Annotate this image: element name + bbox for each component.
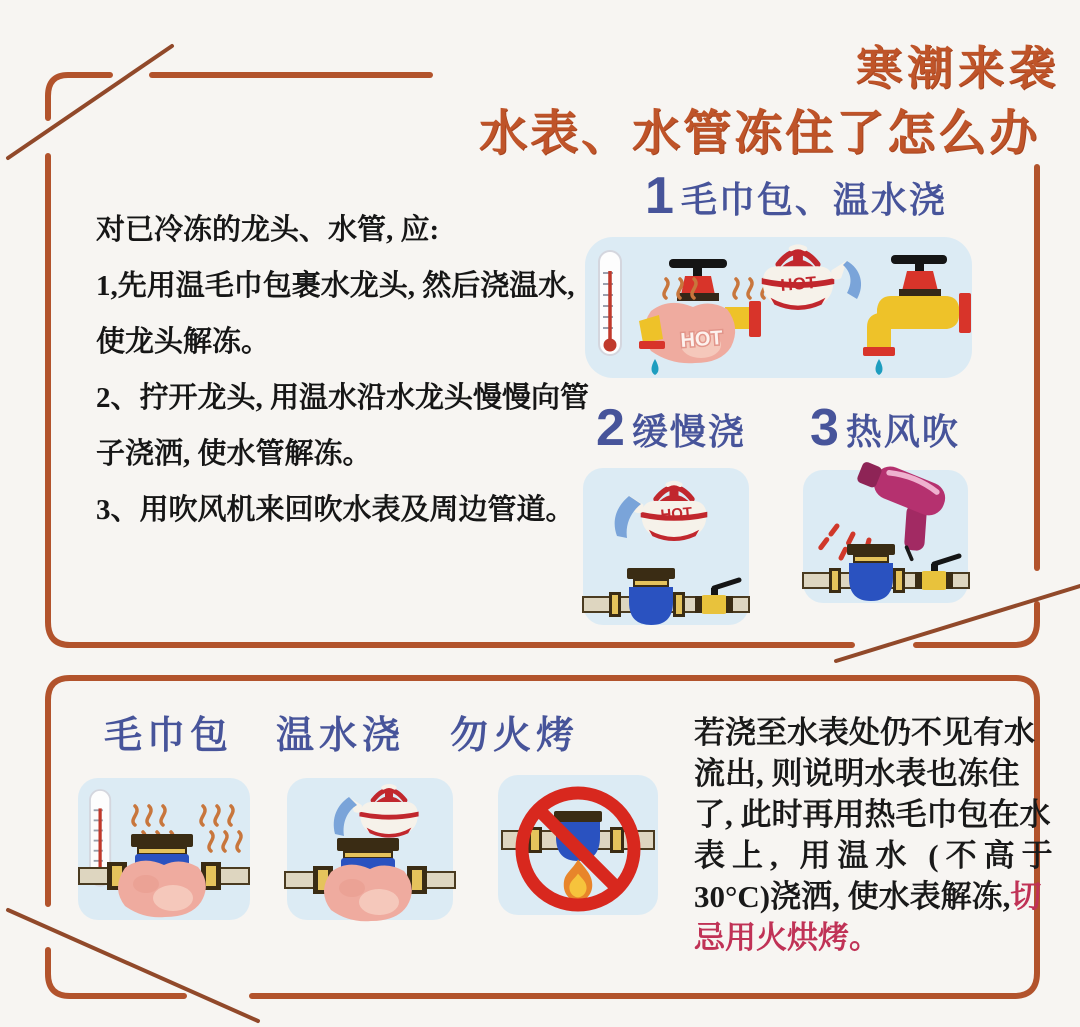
pouring-water-icon (615, 496, 641, 538)
bottom-illustration-towel (78, 778, 250, 920)
step-2-illustration (583, 468, 749, 625)
steam-icon (734, 279, 766, 298)
intro-text (96, 202, 596, 538)
bottom-illustration-warm-water (287, 778, 453, 920)
step-3-number: 3 (810, 399, 839, 457)
step-1-number: 1 (645, 167, 674, 225)
kettle-icon (349, 786, 419, 838)
steam-icon (209, 832, 241, 851)
kettle-hot-label: HOT (779, 272, 818, 295)
bottom-label-warm-water: 温水浇 (276, 715, 406, 757)
main-title: 寒潮来袭 (856, 42, 1060, 94)
water-meter-pipe-icon (583, 568, 749, 625)
note-line: 若浇至水表处仍不见有水 (694, 715, 1035, 750)
intro-line: 1,先用温毛巾包裹水龙头, 然后浇温水, (96, 270, 575, 302)
bottom-illustration-no-fire (498, 775, 658, 915)
intro-line: 子浇洒, 使水管解冻。 (96, 438, 372, 470)
note-line: 流出, 则说明水表也冻住 (694, 756, 1020, 791)
note-black-part: 30°C)浇洒, 使水表解冻, (694, 879, 1011, 914)
note-red-part: 切 (1010, 879, 1042, 914)
intro-line: 3、用吹风机来回吹水表及周边管道。 (96, 494, 575, 526)
towel-wrapped-meter-icon (285, 838, 455, 921)
step-3-heading (810, 399, 960, 457)
intro-heading: 对已冷冻的龙头、水管, 应: (96, 214, 440, 246)
step-3-label: 热风吹 (845, 411, 960, 453)
subtitle: 水表、水管冻住了怎么办 (478, 107, 1040, 160)
intro-line: 使龙头解冻。 (96, 326, 271, 358)
step-3-illustration (803, 470, 968, 603)
step-2-heading (596, 399, 746, 457)
bottom-label-towel: 毛巾包 (104, 715, 234, 757)
bottom-label-no-fire: 勿火烤 (450, 715, 580, 757)
step-1-illustration (585, 237, 972, 378)
step-1-label: 毛巾包、温水浇 (680, 179, 947, 221)
steam-icon (133, 806, 165, 825)
note-line: 表上, 用温水 (不高于 (694, 838, 1060, 873)
steam-icon (201, 806, 233, 825)
water-meter-pipe-icon (803, 544, 969, 601)
pouring-water-icon (334, 797, 357, 836)
water-drop-icon (652, 359, 659, 375)
note-line: 了, 此时再用热毛巾包在水 (694, 797, 1051, 832)
note-line-mixed (694, 876, 1042, 917)
warning-note (694, 712, 1060, 958)
note-red-line: 忌用火烘烤。 (694, 920, 880, 955)
intro-line: 2、拧开龙头, 用温水沿水龙头慢慢向管 (96, 382, 590, 414)
slash-top-left (8, 46, 172, 158)
step-2-label: 缓慢浇 (631, 411, 746, 453)
wrapped-faucet-icon (639, 259, 761, 375)
step-2-number: 2 (596, 399, 625, 457)
pouring-water-icon (843, 261, 861, 299)
faucet-icon (863, 255, 971, 375)
kettle-hot-label: HOT (659, 504, 693, 524)
towel-hot-label: HOT (679, 327, 724, 352)
thermometer-icon (599, 251, 621, 355)
step-1-heading (645, 167, 947, 225)
